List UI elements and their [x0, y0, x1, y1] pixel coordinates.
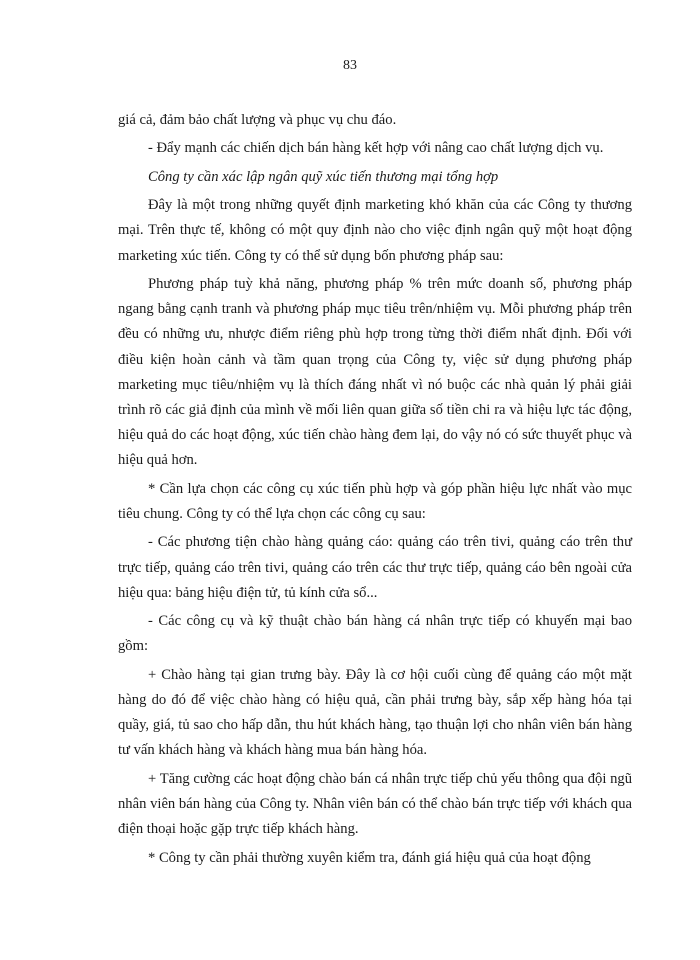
body-text: [118, 108, 632, 871]
paragraph-evaluation: * Công ty cần phải thường xuyên kiểm tra, đánh giá hiệu quả của hoạt động: [148, 849, 591, 866]
paragraph-select-tools: * Cần lựa chọn các công cụ xúc tiến phù hợp và góp phần hiệu lực nhất vào mục tiêu chung. Công ty có thể lựa chọn các công cụ sau:: [118, 480, 632, 522]
paragraph-sales-staff: + Tăng cường các hoạt động chào bán cá nhân trực tiếp chủ yếu thông qua đội ngũ nhân viên bán hàng của Công ty. Nhân viên bán có thể chào bán trực tiếp với khách qua điện thoại hoặc gặp trực tiếp khách hàng.: [118, 770, 632, 838]
section-heading-promotion-budget: Công ty cần xác lập ngân quỹ xúc tiến thương mại tổng hợp: [148, 168, 499, 185]
paragraph-sales-campaigns: - Đẩy mạnh các chiến dịch bán hàng kết hợp với nâng cao chất lượng dịch vụ.: [148, 140, 604, 157]
page-number: 83: [343, 58, 357, 73]
paragraph-budget-decision: Đây là một trong những quyết định marketing khó khăn của các Công ty thương mại. Trên thực tế, không có một quy định nào cho việc định ngân quỹ một hoạt động marketing xúc tiến. Công ty có thể sử dụng bốn phương pháp sau:: [118, 197, 632, 264]
paragraph-personal-selling-tools: - Các công cụ và kỹ thuật chào bán hàng cá nhân trực tiếp có khuyến mại bao gồm:: [118, 613, 632, 655]
paragraph-display-selling: + Chào hàng tại gian trưng bày. Đây là cơ hội cuối cùng để quảng cáo một mặt hàng do đó để việc chào hàng có hiệu quả, cần phải trưng bày, sắp xếp hàng hóa tại quầy, giá, tủ sao cho hấp dẫn, thu hút khách hàng, tạo thuận lợi cho nhân viên bán hàng tư vấn khách hàng và khách hàng mua bán hàng hóa.: [118, 666, 632, 759]
paragraph-budget-methods: Phương pháp tuỳ khả năng, phương pháp % trên mức doanh số, phương pháp ngang bằng cạnh tranh và phương pháp mục tiêu trên/nhiệm vụ. Mỗi phương pháp trên đều có những ưu, nhược điểm riêng phù hợp trong từng thời điểm nhất định. Đối với điều kiện hoàn cảnh và tầm quan trọng của Công ty, việc sử dụng phương pháp marketing mục tiêu/nhiệm vụ là thích đáng nhất vì nó buộc các nhà quản lý phải giải trình rõ các giả định của mình về mối liên quan giữa số tiền chi ra và hiệu lực tác động, hiệu quả do các hoạt động, xúc tiến chào hàng đem lại, do vậy nó có sức thuyết phục và hiệu quả hơn.: [118, 275, 632, 469]
paragraph-advertising-media: - Các phương tiện chào hàng quảng cáo: quảng cáo trên tivi, quảng cáo trên thư trực tiếp, quảng cáo trên tivi, quảng cáo trên các thư trực tiếp, quảng cáo bên ngoài cửa hiệu qua: bảng hiệu điện tử, tủ kính cửa sổ...: [118, 534, 632, 601]
paragraph-continuation: giá cả, đảm bảo chất lượng và phục vụ chu đáo.: [118, 112, 397, 128]
